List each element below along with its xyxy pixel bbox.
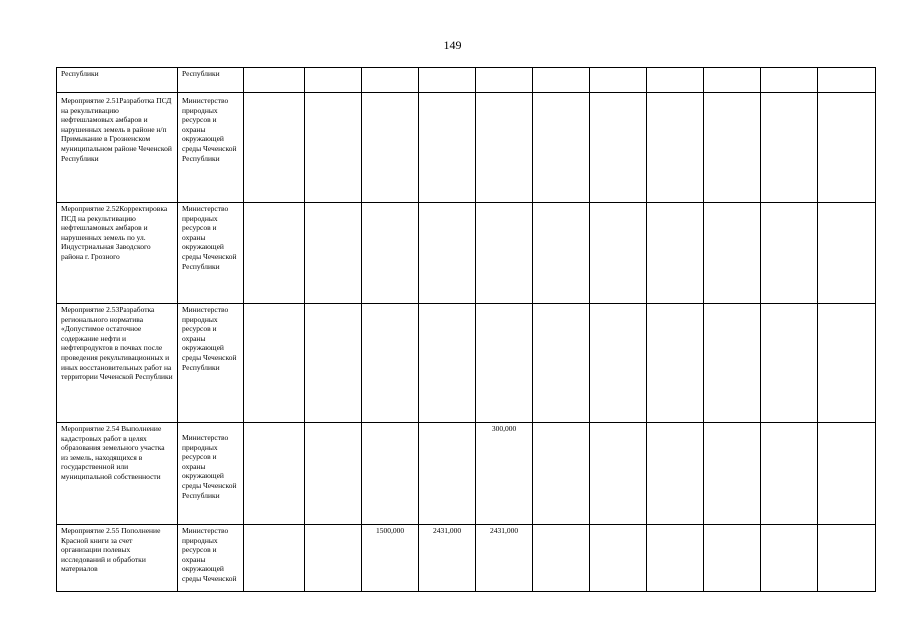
value-cell (704, 68, 761, 93)
value-cell (533, 423, 590, 525)
value-cell (305, 93, 362, 203)
value-cell (419, 93, 476, 203)
value-cell (647, 304, 704, 423)
value-cell (704, 525, 761, 592)
event-cell: Мероприятие 2.55 Пополнение Красной книги за счет организации полевых исследований и обработки материалов (57, 525, 178, 592)
org-cell: Министерство природных ресурсов и охраны окружающей среды Чеченской Республики (178, 93, 244, 203)
value-cell (761, 304, 818, 423)
value-cell (305, 68, 362, 93)
org-cell: Министерство природных ресурсов и охраны окружающей среды Чеченской (178, 525, 244, 592)
value-cell (647, 93, 704, 203)
value-cell (476, 68, 533, 93)
value-cell (761, 423, 818, 525)
value-cell (533, 304, 590, 423)
value-cell (244, 525, 305, 592)
value-cell (590, 93, 647, 203)
value-cell (704, 203, 761, 304)
value-cell (244, 68, 305, 93)
event-cell: Республики (57, 68, 178, 93)
value-cell (818, 93, 876, 203)
value-cell (590, 68, 647, 93)
value-cell (818, 68, 876, 93)
value-cell (305, 304, 362, 423)
value-cell (305, 525, 362, 592)
value-cell (818, 423, 876, 525)
value-cell (419, 68, 476, 93)
value-cell (244, 203, 305, 304)
event-cell: Мероприятие 2.53Разработка регионального норматива «Допустимое остаточное содержание нефти и нефтепродуктов в почвах после проведения рекультивационных и иных восстановительных работ на территории Чеченской Республики (57, 304, 178, 423)
value-cell (533, 68, 590, 93)
value-cell: 2431,000 (419, 525, 476, 592)
value-cell (419, 203, 476, 304)
value-cell (244, 423, 305, 525)
value-cell: 300,000 (476, 423, 533, 525)
table-row (57, 304, 876, 423)
value-cell (818, 525, 876, 592)
value-cell (761, 68, 818, 93)
value-cell (761, 93, 818, 203)
table-row (57, 423, 876, 525)
value-cell (476, 203, 533, 304)
value-cell (590, 423, 647, 525)
value-cell (362, 423, 419, 525)
org-cell: Министерство природных ресурсов и охраны окружающей среды Чеченской Республики (178, 423, 244, 525)
value-cell (590, 525, 647, 592)
value-cell (761, 525, 818, 592)
value-cell (704, 93, 761, 203)
value-cell (419, 304, 476, 423)
value-cell (244, 304, 305, 423)
table-row (57, 93, 876, 203)
value-cell (818, 203, 876, 304)
value-cell (818, 304, 876, 423)
value-cell (647, 525, 704, 592)
table-row (57, 525, 876, 592)
value-cell (305, 203, 362, 304)
value-cell (362, 304, 419, 423)
table-row (57, 68, 876, 93)
org-cell: Республики (178, 68, 244, 93)
value-cell (704, 423, 761, 525)
event-cell: Мероприятие 2.51Разработка ПСД на рекультивацию нефтешламовых амбаров и нарушенных земель в районе н/п Примыкание в Грозненском муниципальном районе Чеченской Республики (57, 93, 178, 203)
page-number: 149 (443, 38, 462, 52)
value-cell (647, 68, 704, 93)
value-cell (647, 423, 704, 525)
event-cell: Мероприятие 2.52Корректировка ПСД на рекультивацию нефтешламовых амбаров и нарушенных земель по ул. Индустриальная Заводского района г. Грозного (57, 203, 178, 304)
value-cell: 1500,000 (362, 525, 419, 592)
value-cell (362, 68, 419, 93)
value-cell (362, 93, 419, 203)
value-cell (590, 203, 647, 304)
program-events-table (56, 67, 876, 592)
value-cell (647, 203, 704, 304)
org-cell: Министерство природных ресурсов и охраны окружающей среды Чеченской Республики (178, 304, 244, 423)
value-cell (533, 93, 590, 203)
value-cell (533, 525, 590, 592)
value-cell (419, 423, 476, 525)
value-cell (704, 304, 761, 423)
value-cell (533, 203, 590, 304)
value-cell: 2431,000 (476, 525, 533, 592)
value-cell (476, 93, 533, 203)
table-row (57, 203, 876, 304)
event-cell: Мероприятие 2.54 Выполнение кадастровых работ в целях образования земельного участка из земель, находящихся в государственной или муниципальной собственности (57, 423, 178, 525)
value-cell (590, 304, 647, 423)
value-cell (244, 93, 305, 203)
value-cell (761, 203, 818, 304)
value-cell (305, 423, 362, 525)
org-cell: Министерство природных ресурсов и охраны окружающей среды Чеченской Республики (178, 203, 244, 304)
value-cell (476, 304, 533, 423)
value-cell (362, 203, 419, 304)
